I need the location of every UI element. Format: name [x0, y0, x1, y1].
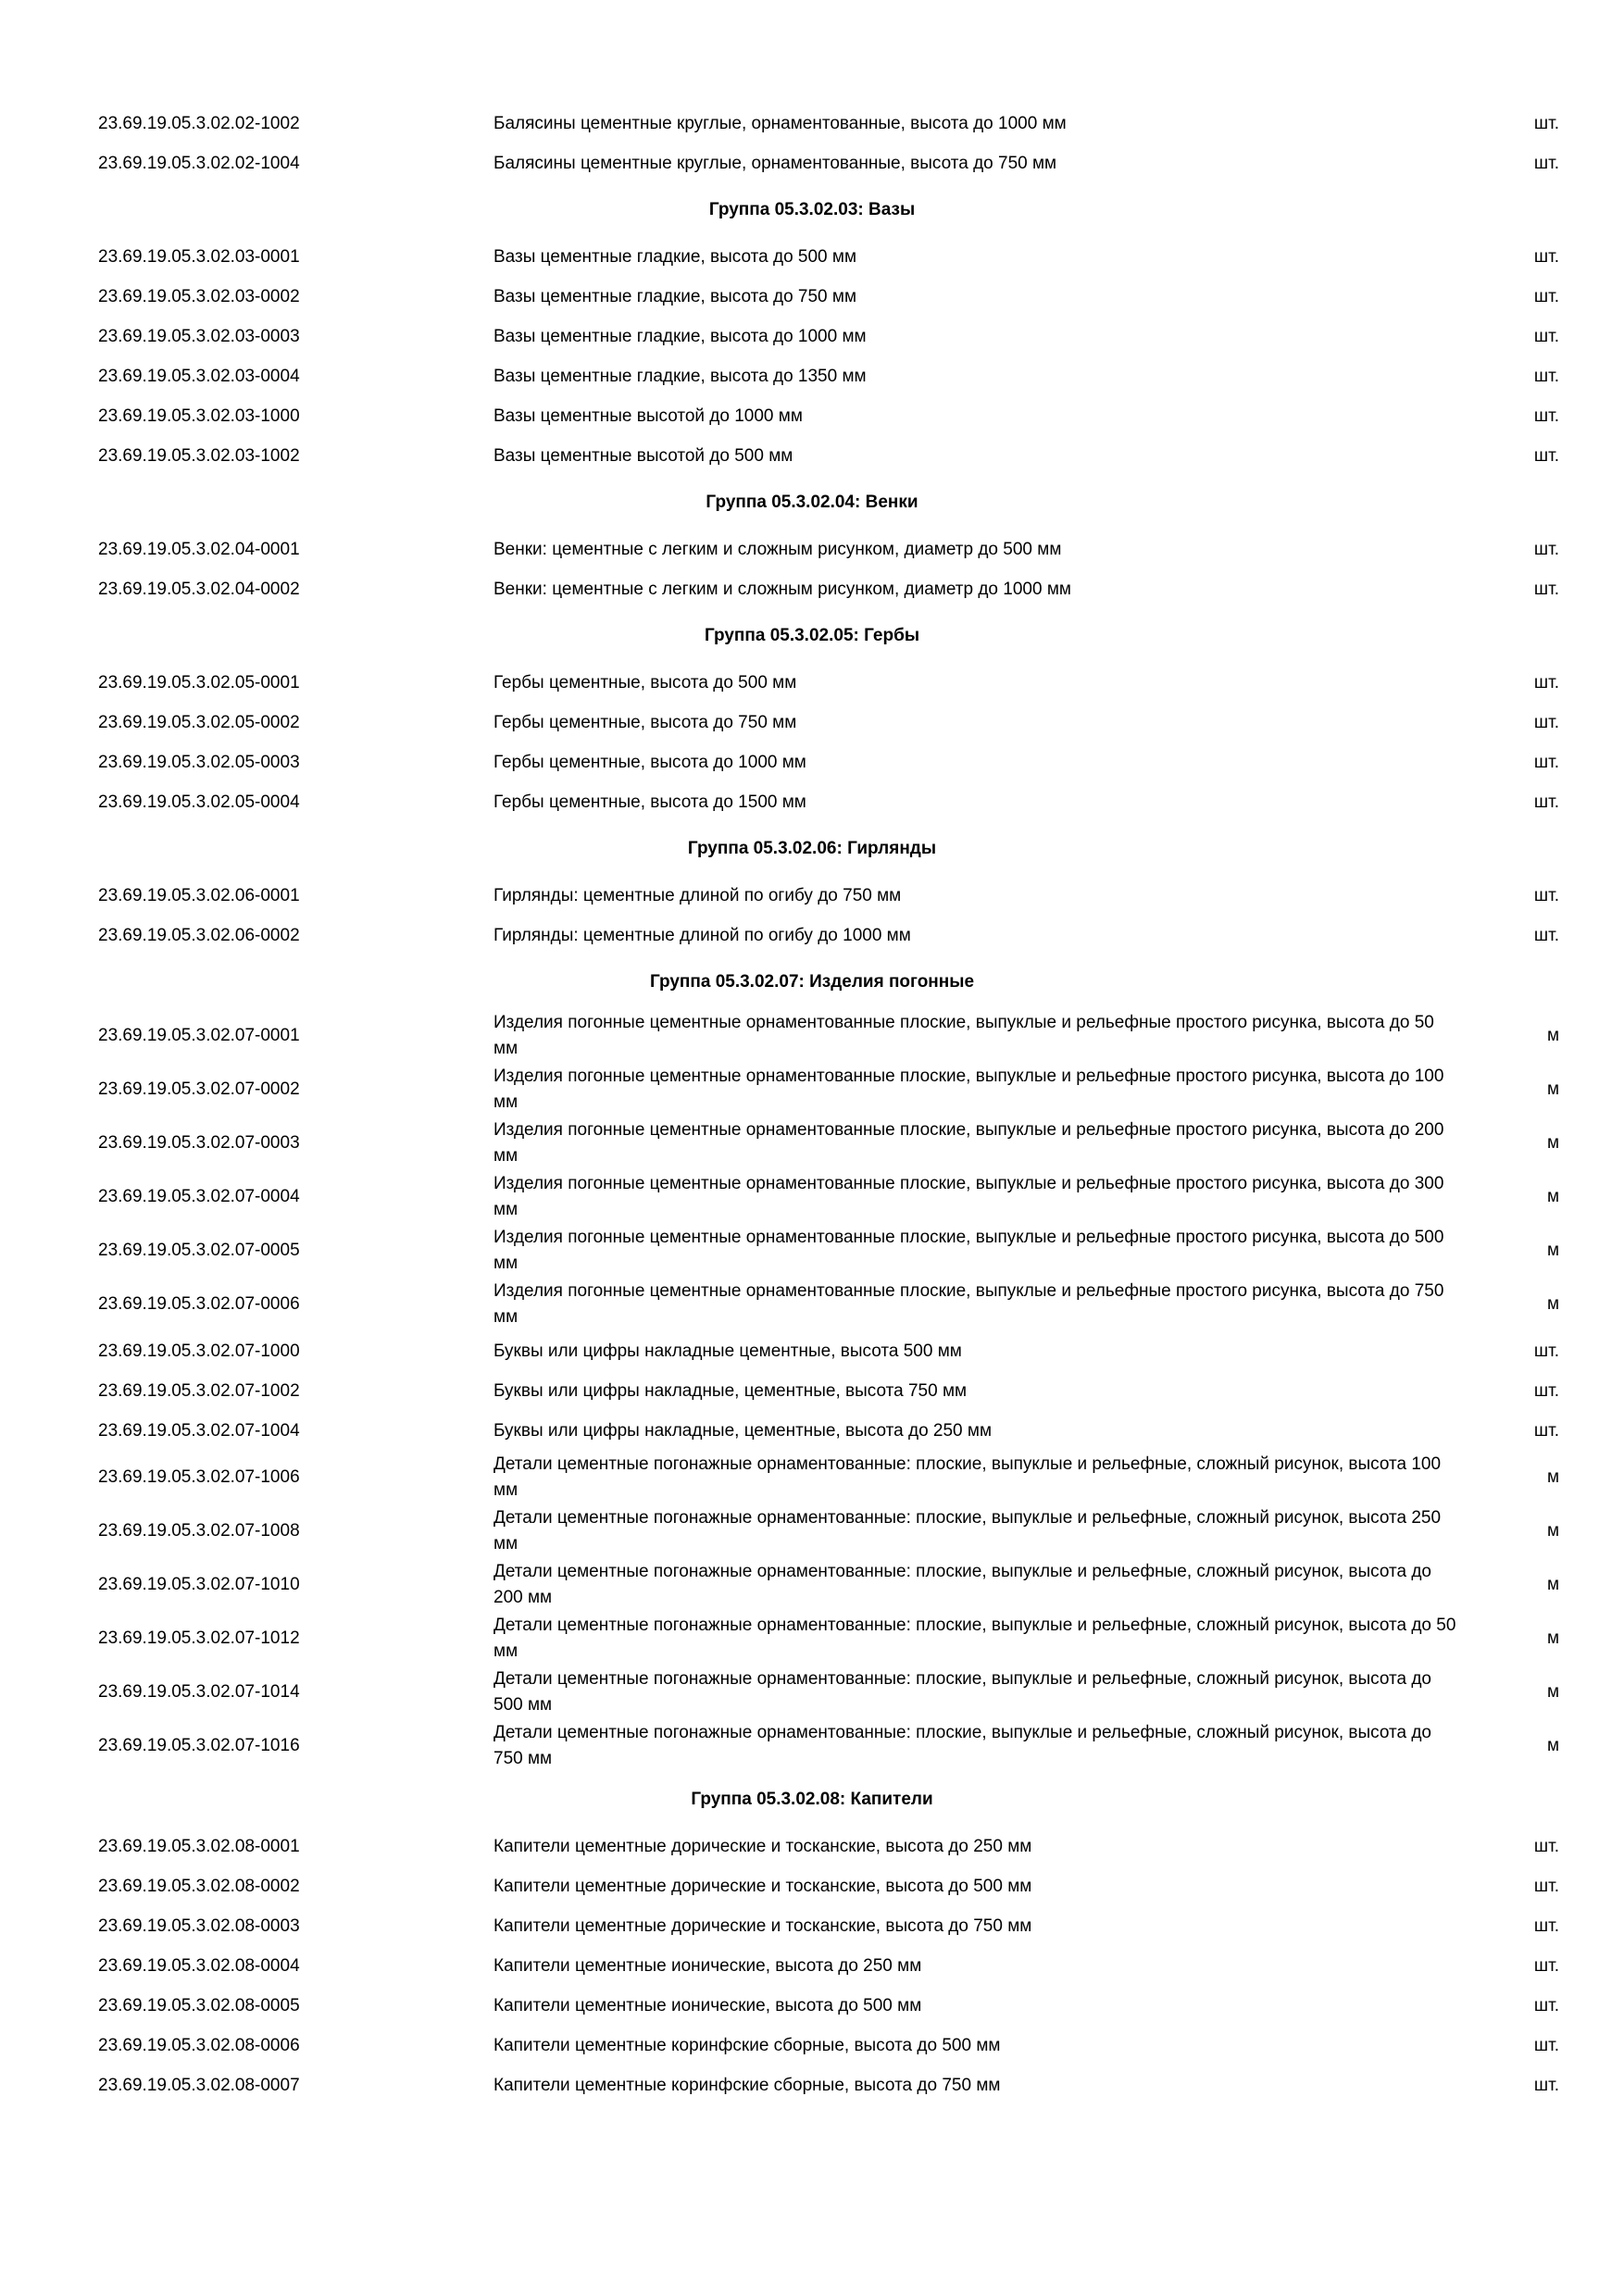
group-heading-row: [0, 822, 1624, 876]
item-unit: шт.: [1533, 286, 1559, 306]
item-code: 23.69.19.05.3.02.07-1014: [98, 1682, 300, 1702]
item-unit: шт.: [1533, 1341, 1559, 1361]
item-unit: шт.: [1533, 246, 1559, 267]
item-unit: шт.: [1533, 1876, 1559, 1896]
item-unit: шт.: [1533, 445, 1559, 466]
item-description: Изделия погонные цементные орнаментованные плоские, выпуклые и рельефные простого рисунка, высота до 200 мм: [493, 1120, 1444, 1166]
table-row: [0, 876, 1624, 916]
item-code: 23.69.19.05.3.02.07-1004: [98, 1420, 300, 1441]
item-description: Гербы цементные, высота до 750 мм: [493, 712, 797, 732]
item-description: Капители цементные дорические и тосканские, высота до 250 мм: [493, 1836, 1032, 1856]
item-unit: шт.: [1533, 885, 1559, 905]
table-row: [0, 1946, 1624, 1986]
item-description: Вазы цементные гладкие, высота до 750 мм: [493, 286, 857, 306]
item-description: Гербы цементные, высота до 500 мм: [493, 672, 797, 693]
item-code: 23.69.19.05.3.02.08-0002: [98, 1876, 300, 1896]
item-unit: шт.: [1533, 712, 1559, 732]
table-row: [0, 663, 1624, 703]
item-code: 23.69.19.05.3.02.04-0002: [98, 579, 300, 599]
item-unit: м: [1546, 1133, 1559, 1153]
item-unit: шт.: [1533, 1380, 1559, 1401]
item-unit: м: [1546, 1467, 1559, 1487]
table-row: [0, 237, 1624, 277]
item-unit: м: [1546, 1575, 1559, 1594]
item-description: Детали цементные погонажные орнаментованные: плоские, выпуклые и рельефные, сложный рисунок, высота до 50 мм: [493, 1616, 1456, 1661]
item-code: 23.69.19.05.3.02.03-0002: [98, 286, 300, 306]
item-code: 23.69.19.05.3.02.07-0005: [98, 1241, 300, 1260]
group-title: Группа 05.3.02.08: Капители: [691, 1790, 933, 1809]
group-title: Группа 05.3.02.07: Изделия погонные: [649, 972, 975, 992]
price-list-table: [0, 104, 1624, 2105]
item-description: Капители цементные коринфские сборные, высота до 500 мм: [493, 2035, 1001, 2055]
item-description: Изделия погонные цементные орнаментованные плоские, выпуклые и рельефные простого рисунка, высота до 300 мм: [493, 1174, 1444, 1219]
item-code: 23.69.19.05.3.02.06-0002: [98, 925, 300, 945]
table-row: [0, 277, 1624, 317]
item-unit: м: [1546, 1294, 1559, 1314]
group-title: Группа 05.3.02.05: Гербы: [704, 626, 920, 645]
item-code: 23.69.19.05.3.02.07-0006: [98, 1294, 300, 1314]
table-row: [0, 1117, 1624, 1170]
item-description: Детали цементные погонажные орнаментованные: плоские, выпуклые и рельефные, сложный рисунок, высота 250 мм: [493, 1508, 1442, 1554]
item-description: Вазы цементные гладкие, высота до 1000 мм: [493, 326, 867, 346]
item-code: 23.69.19.05.3.02.07-1010: [98, 1575, 300, 1594]
table-row: [0, 1063, 1624, 1117]
group-heading-row: [0, 183, 1624, 237]
item-code: 23.69.19.05.3.02.07-0001: [98, 1026, 300, 1045]
table-row: [0, 396, 1624, 436]
item-unit: шт.: [1533, 1836, 1559, 1856]
item-description: Вазы цементные высотой до 500 мм: [493, 445, 793, 466]
item-code: 23.69.19.05.3.02.02-1004: [98, 153, 300, 173]
group-title: Группа 05.3.02.03: Вазы: [708, 200, 916, 219]
item-code: 23.69.19.05.3.02.02-1002: [98, 113, 300, 133]
item-code: 23.69.19.05.3.02.07-0003: [98, 1133, 300, 1153]
item-unit: шт.: [1533, 113, 1559, 133]
item-unit: шт.: [1533, 1955, 1559, 1976]
item-description: Гирлянды: цементные длиной по огибу до 750 мм: [493, 885, 902, 905]
table-row: [0, 1906, 1624, 1946]
table-row: [0, 782, 1624, 822]
table-row: [0, 1331, 1624, 1371]
item-description: Гирлянды: цементные длиной по огибу до 1000 мм: [493, 925, 911, 945]
item-unit: шт.: [1533, 1420, 1559, 1441]
item-unit: м: [1546, 1521, 1559, 1541]
item-code: 23.69.19.05.3.02.03-1002: [98, 445, 300, 466]
item-description: Буквы или цифры накладные, цементные, высота до 250 мм: [493, 1420, 993, 1441]
item-description: Буквы или цифры накладные цементные, высота 500 мм: [493, 1341, 962, 1361]
item-description: Венки: цементные с легким и сложным рисунком, диаметр до 1000 мм: [493, 579, 1071, 599]
item-code: 23.69.19.05.3.02.07-1002: [98, 1380, 300, 1401]
table-row: [0, 144, 1624, 183]
item-description: Венки: цементные с легким и сложным рисунком, диаметр до 500 мм: [493, 539, 1062, 559]
table-row: [0, 2065, 1624, 2105]
item-code: 23.69.19.05.3.02.07-1016: [98, 1736, 300, 1755]
table-row: [0, 317, 1624, 356]
group-heading-row: [0, 955, 1624, 1009]
item-code: 23.69.19.05.3.02.07-0004: [98, 1187, 300, 1206]
item-description: Детали цементные погонажные орнаментованные: плоские, выпуклые и рельефные, сложный рисунок, высота 100 мм: [493, 1454, 1442, 1500]
group-title: Группа 05.3.02.06: Гирлянды: [687, 839, 937, 858]
item-code: 23.69.19.05.3.02.08-0007: [98, 2075, 300, 2095]
item-description: Вазы цементные высотой до 1000 мм: [493, 406, 803, 426]
item-code: 23.69.19.05.3.02.08-0003: [98, 1915, 300, 1936]
item-unit: шт.: [1533, 326, 1559, 346]
table-row: [0, 1170, 1624, 1224]
item-unit: шт.: [1533, 366, 1559, 386]
table-row: [0, 104, 1624, 144]
item-description: Детали цементные погонажные орнаментованные: плоские, выпуклые и рельефные, сложный рисунок, высота до 750 мм: [493, 1723, 1432, 1768]
table-row: [0, 1612, 1624, 1666]
item-code: 23.69.19.05.3.02.03-0001: [98, 246, 300, 267]
item-description: Балясины цементные круглые, орнаментованные, высота до 1000 мм: [493, 113, 1067, 133]
item-unit: м: [1546, 1682, 1559, 1702]
table-row: [0, 1666, 1624, 1719]
item-description: Вазы цементные гладкие, высота до 1350 мм: [493, 366, 867, 386]
item-code: 23.69.19.05.3.02.07-0002: [98, 1079, 300, 1099]
item-code: 23.69.19.05.3.02.04-0001: [98, 539, 300, 559]
table-row: [0, 1224, 1624, 1278]
item-description: Капители цементные ионические, высота до 250 мм: [493, 1955, 922, 1976]
item-unit: шт.: [1533, 1995, 1559, 2015]
item-unit: м: [1546, 1026, 1559, 1045]
item-unit: м: [1546, 1736, 1559, 1755]
item-code: 23.69.19.05.3.02.05-0001: [98, 672, 300, 693]
item-description: Изделия погонные цементные орнаментованные плоские, выпуклые и рельефные простого рисунка, высота до 750 мм: [493, 1281, 1444, 1327]
item-description: Гербы цементные, высота до 1500 мм: [493, 792, 806, 812]
item-code: 23.69.19.05.3.02.08-0005: [98, 1995, 300, 2015]
group-heading-row: [0, 609, 1624, 663]
item-code: 23.69.19.05.3.02.08-0001: [98, 1836, 300, 1856]
item-unit: шт.: [1533, 153, 1559, 173]
group-title: Группа 05.3.02.04: Венки: [706, 493, 918, 512]
table-row: [0, 1986, 1624, 2026]
table-row: [0, 703, 1624, 742]
item-description: Изделия погонные цементные орнаментованные плоские, выпуклые и рельефные простого рисунка, высота до 50 мм: [493, 1013, 1434, 1058]
item-unit: шт.: [1533, 672, 1559, 693]
item-unit: м: [1546, 1241, 1559, 1260]
table-row: [0, 356, 1624, 396]
table-row: [0, 436, 1624, 476]
table-row: [0, 1827, 1624, 1866]
table-row: [0, 916, 1624, 955]
item-description: Гербы цементные, высота до 1000 мм: [493, 752, 806, 772]
item-unit: шт.: [1533, 2035, 1559, 2055]
item-unit: шт.: [1533, 539, 1559, 559]
item-description: Изделия погонные цементные орнаментованные плоские, выпуклые и рельефные простого рисунка, высота до 500 мм: [493, 1228, 1444, 1273]
item-code: 23.69.19.05.3.02.06-0001: [98, 885, 300, 905]
table-row: [0, 530, 1624, 569]
item-description: Детали цементные погонажные орнаментованные: плоские, выпуклые и рельефные, сложный рисунок, высота до 200 мм: [493, 1562, 1432, 1607]
item-unit: м: [1546, 1628, 1559, 1648]
table-row: [0, 1451, 1624, 1504]
item-code: 23.69.19.05.3.02.05-0003: [98, 752, 300, 772]
group-heading-row: [0, 1773, 1624, 1827]
table-row: [0, 1558, 1624, 1612]
item-unit: шт.: [1533, 2075, 1559, 2095]
item-description: Капители цементные коринфские сборные, высота до 750 мм: [493, 2075, 1001, 2095]
item-unit: м: [1546, 1187, 1559, 1206]
item-unit: м: [1546, 1079, 1559, 1099]
item-description: Капители цементные дорические и тосканские, высота до 750 мм: [493, 1915, 1032, 1936]
item-code: 23.69.19.05.3.02.07-1008: [98, 1521, 300, 1541]
item-code: 23.69.19.05.3.02.08-0004: [98, 1955, 300, 1976]
table-row: [0, 1278, 1624, 1331]
item-code: 23.69.19.05.3.02.07-1012: [98, 1628, 300, 1648]
table-row: [0, 1866, 1624, 1906]
item-code: 23.69.19.05.3.02.03-1000: [98, 406, 300, 426]
table-row: [0, 1411, 1624, 1451]
item-description: Балясины цементные круглые, орнаментованные, высота до 750 мм: [493, 153, 1057, 173]
item-code: 23.69.19.05.3.02.05-0004: [98, 792, 300, 812]
item-unit: шт.: [1533, 925, 1559, 945]
item-code: 23.69.19.05.3.02.03-0003: [98, 326, 300, 346]
table-row: [0, 2026, 1624, 2065]
item-unit: шт.: [1533, 406, 1559, 426]
item-description: Капители цементные дорические и тосканские, высота до 500 мм: [493, 1876, 1032, 1896]
item-unit: шт.: [1533, 1915, 1559, 1936]
table-row: [0, 1009, 1624, 1063]
item-description: Изделия погонные цементные орнаментованные плоские, выпуклые и рельефные простого рисунка, высота до 100 мм: [493, 1067, 1444, 1112]
item-unit: шт.: [1533, 579, 1559, 599]
item-code: 23.69.19.05.3.02.08-0006: [98, 2035, 300, 2055]
group-heading-row: [0, 476, 1624, 530]
table-row: [0, 1371, 1624, 1411]
table-row: [0, 1719, 1624, 1773]
item-code: 23.69.19.05.3.02.07-1006: [98, 1467, 300, 1487]
table-row: [0, 1504, 1624, 1558]
item-unit: шт.: [1533, 752, 1559, 772]
table-row: [0, 569, 1624, 609]
item-description: Капители цементные ионические, высота до 500 мм: [493, 1995, 922, 2015]
item-unit: шт.: [1533, 792, 1559, 812]
item-description: Вазы цементные гладкие, высота до 500 мм: [493, 246, 857, 267]
item-code: 23.69.19.05.3.02.05-0002: [98, 712, 300, 732]
table-row: [0, 742, 1624, 782]
item-description: Буквы или цифры накладные, цементные, высота 750 мм: [493, 1380, 968, 1401]
item-code: 23.69.19.05.3.02.07-1000: [98, 1341, 300, 1361]
item-description: Детали цементные погонажные орнаментованные: плоские, выпуклые и рельефные, сложный рисунок, высота до 500 мм: [493, 1669, 1432, 1715]
item-code: 23.69.19.05.3.02.03-0004: [98, 366, 300, 386]
